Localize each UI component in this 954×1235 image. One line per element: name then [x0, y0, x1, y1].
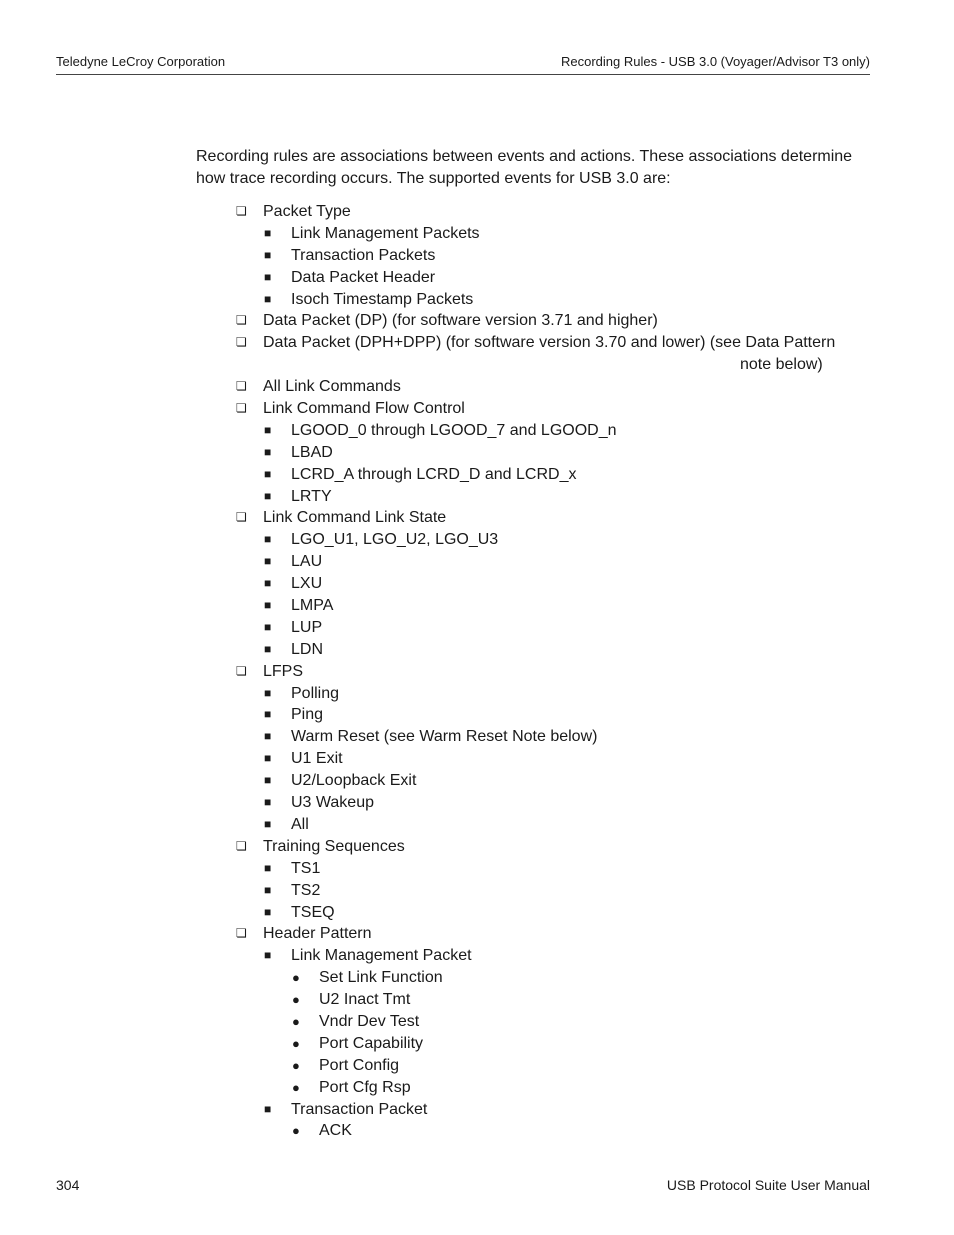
round-bullet-icon: ● [292, 970, 300, 986]
list-item-text: LGOOD_0 through LGOOD_7 and LGOOD_n [291, 421, 617, 439]
list-item-text: U3 Wakeup [291, 794, 374, 812]
list-item-text: All Link Commands [263, 378, 401, 396]
checkbox-bullet-icon: ❏ [236, 926, 247, 941]
list-item-level-2 [0, 726, 954, 748]
list-item-text: U2/Loopback Exit [291, 772, 417, 790]
list-item-text: Isoch Timestamp Packets [291, 290, 474, 308]
list-item-level-2 [0, 770, 954, 792]
square-bullet-icon: ■ [264, 751, 272, 766]
page-header [56, 52, 870, 75]
square-bullet-icon: ■ [264, 422, 272, 437]
square-bullet-icon: ■ [264, 598, 272, 613]
list-item-text: Transaction Packets [291, 246, 436, 264]
list-item-text: Ping [291, 706, 324, 724]
list-item-level-2 [0, 639, 954, 661]
list-item-level-2 [0, 464, 954, 486]
list-item-level-2 [0, 880, 954, 902]
list-item-level-2 [0, 902, 954, 924]
list-item-text: U2 Inact Tmt [319, 991, 411, 1009]
square-bullet-icon: ■ [264, 444, 272, 459]
square-bullet-icon: ■ [264, 816, 272, 831]
list-item-text: ACK [319, 1122, 352, 1140]
header-section-title: Recording Rules - USB 3.0 (Voyager/Advisor T3 only) [560, 54, 870, 69]
checkbox-bullet-icon: ❏ [236, 335, 247, 350]
square-bullet-icon: ■ [264, 707, 272, 722]
list-item-text: Port Cfg Rsp [319, 1078, 411, 1096]
list-item-level-2 [0, 223, 954, 245]
list-item-level-3 [0, 1011, 954, 1033]
list-item-level-1 [0, 661, 954, 683]
supported-events-list [0, 201, 954, 1142]
list-item-text: Polling [291, 684, 340, 702]
square-bullet-icon: ■ [264, 554, 272, 569]
list-item-level-2 [0, 617, 954, 639]
manual-title: USB Protocol Suite User Manual [666, 1177, 870, 1193]
list-item-text: LBAD [291, 443, 333, 461]
list-item-text: Warm Reset (see Warm Reset Note below) [291, 728, 598, 746]
list-item-text: All [291, 815, 309, 833]
square-bullet-icon: ■ [264, 729, 272, 744]
round-bullet-icon: ● [292, 1035, 300, 1051]
list-item-level-2 [0, 442, 954, 464]
list-item-level-2 [0, 529, 954, 551]
list-item-text: Header Pattern [263, 925, 372, 943]
list-item-level-1 [0, 332, 954, 354]
list-item-text: TS2 [291, 881, 321, 899]
list-item-level-1 [0, 507, 954, 529]
list-item-level-2 [0, 792, 954, 814]
list-item-level-2 [0, 573, 954, 595]
list-item-level-1 [0, 201, 954, 223]
list-item-level-2 [0, 748, 954, 770]
list-item-text: Training Sequences [263, 837, 405, 855]
list-item-level-2 [0, 683, 954, 705]
square-bullet-icon: ■ [264, 795, 272, 810]
square-bullet-icon: ■ [264, 247, 272, 262]
list-item-text: U1 Exit [291, 750, 343, 768]
list-item-level-2 [0, 945, 954, 967]
square-bullet-icon: ■ [264, 619, 272, 634]
list-item-level-2 [0, 551, 954, 573]
checkbox-bullet-icon: ❏ [236, 510, 247, 525]
intro-paragraph: Recording rules are associations between events and actions. These associations determine how trace recording occurs. The supported events for USB 3.0 are: [196, 148, 853, 187]
square-bullet-icon: ■ [264, 882, 272, 897]
list-item-text: Vndr Dev Test [319, 1012, 420, 1030]
list-item-text: Data Packet Header [291, 268, 436, 286]
square-bullet-icon: ■ [264, 904, 272, 919]
list-item-text: LGO_U1, LGO_U2, LGO_U3 [291, 531, 499, 549]
list-item-level-1 [0, 310, 954, 332]
square-bullet-icon: ■ [264, 488, 272, 503]
square-bullet-icon: ■ [264, 466, 272, 481]
list-item-text: LXU [291, 575, 323, 593]
list-item-text: LAU [291, 553, 323, 571]
square-bullet-icon: ■ [264, 576, 272, 591]
round-bullet-icon: ● [292, 1013, 300, 1029]
checkbox-bullet-icon: ❏ [236, 313, 247, 328]
list-item-text: LCRD_A through LCRD_D and LCRD_x [291, 465, 577, 483]
header-company: Teledyne LeCroy Corporation [56, 54, 226, 69]
list-item-text: LFPS [263, 662, 304, 680]
checkbox-bullet-icon: ❏ [236, 204, 247, 218]
list-item-text: TSEQ [291, 903, 335, 921]
list-item-level-1 [0, 836, 954, 858]
list-item-level-2 [0, 420, 954, 442]
round-bullet-icon: ● [292, 1123, 300, 1139]
list-item-level-2 [0, 245, 954, 267]
list-item-text: Link Command Link State [263, 509, 447, 527]
list-item-text: Link Command Flow Control [263, 400, 465, 418]
list-item-text: Port Capability [319, 1034, 424, 1052]
list-item-level-3 [0, 989, 954, 1011]
list-item-text: Link Management Packet [291, 947, 472, 965]
square-bullet-icon: ■ [264, 641, 272, 656]
list-item-text: LMPA [291, 597, 334, 615]
square-bullet-icon: ■ [264, 860, 272, 875]
checkbox-bullet-icon: ❏ [236, 379, 247, 394]
list-item-level-1 [0, 398, 954, 420]
list-item-level-2 [0, 814, 954, 836]
list-item-text: LRTY [291, 487, 332, 505]
list-item-text: LDN [291, 640, 324, 658]
list-item-level-2 [0, 858, 954, 880]
list-item-text: note below) [740, 356, 823, 374]
list-item-continuation [0, 354, 954, 376]
page-number: 304 [56, 1177, 80, 1193]
square-bullet-icon: ■ [264, 685, 272, 700]
list-item-text: Link Management Packets [291, 224, 480, 242]
square-bullet-icon: ■ [264, 532, 272, 547]
checkbox-bullet-icon: ❏ [236, 401, 247, 416]
square-bullet-icon: ■ [264, 948, 272, 963]
list-item-text: Data Packet (DP) (for software version 3.71 and higher) [263, 312, 658, 330]
square-bullet-icon: ■ [264, 291, 272, 306]
list-item-level-2 [0, 267, 954, 289]
square-bullet-icon: ■ [264, 269, 272, 284]
list-item-text: LUP [291, 618, 323, 636]
round-bullet-icon: ● [292, 1079, 300, 1095]
list-item-level-3 [0, 1033, 954, 1055]
round-bullet-icon: ● [292, 1057, 300, 1073]
list-item-level-3 [0, 1120, 954, 1142]
square-bullet-icon: ■ [264, 773, 272, 788]
list-item-level-3 [0, 967, 954, 989]
checkbox-bullet-icon: ❏ [236, 838, 247, 853]
list-item-text: Data Packet (DPH+DPP) (for software version 3.70 and lower) (see Data Pattern [263, 334, 836, 352]
list-item-level-3 [0, 1055, 954, 1077]
list-item-level-1 [0, 923, 954, 945]
list-item-level-2 [0, 595, 954, 617]
square-bullet-icon: ■ [264, 225, 272, 240]
list-item-text: Transaction Packet [291, 1100, 428, 1118]
list-item-level-1 [0, 376, 954, 398]
list-item-level-3 [0, 1077, 954, 1099]
list-item-level-2 [0, 486, 954, 508]
checkbox-bullet-icon: ❏ [236, 663, 247, 678]
list-item-level-2 [0, 704, 954, 726]
list-item-level-2 [0, 1099, 954, 1121]
square-bullet-icon: ■ [264, 1101, 272, 1116]
list-item-level-2 [0, 289, 954, 311]
list-item-text: Set Link Function [319, 969, 443, 987]
list-item-text: TS1 [291, 859, 321, 877]
list-item-text: Packet Type [263, 203, 351, 220]
list-item-text: Port Config [319, 1056, 400, 1074]
round-bullet-icon: ● [292, 992, 300, 1008]
